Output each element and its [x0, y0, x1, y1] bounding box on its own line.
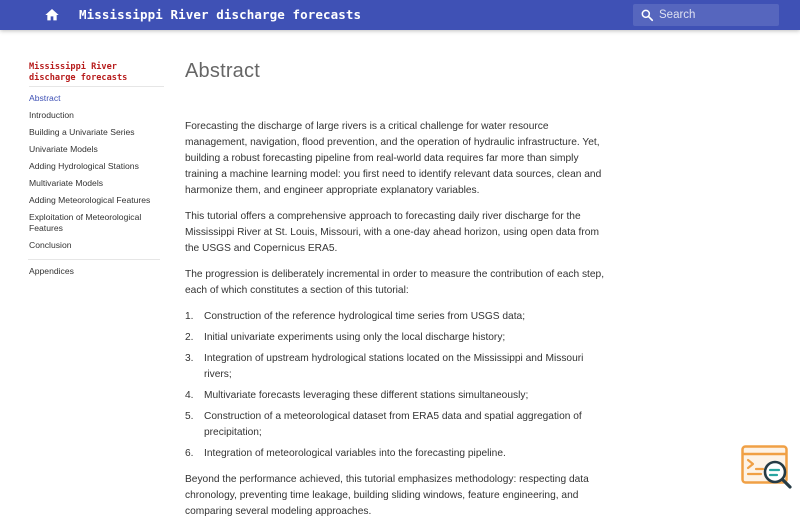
nav-item-adding-meteorological-features[interactable]: Adding Meteorological Features — [29, 195, 151, 205]
list-item-text: Construction of the reference hydrological time series from USGS data; — [204, 311, 526, 322]
nav-item-building-univariate-series[interactable]: Building a Univariate Series — [29, 127, 135, 137]
nav-item-introduction[interactable]: Introduction — [29, 110, 74, 120]
list-item-number: 1. — [185, 311, 194, 322]
list-item-text: Multivariate forecasts leveraging these different stations simultaneously; — [204, 390, 529, 401]
list-item-number: 5. — [185, 411, 194, 422]
list-item — [185, 309, 610, 325]
list-item-number: 4. — [185, 390, 194, 401]
site-title[interactable]: Mississippi River discharge forecasts — [79, 7, 362, 22]
nav-divider — [28, 259, 160, 260]
nav-item-abstract[interactable]: Abstract — [29, 93, 61, 103]
paragraph: Forecasting the discharge of large rivers is a critical challenge for water resource management, navigation, flood prevention, and the operation of hydraulic infrastructure. Yet, building a robust forecasting pipeline from real-world data requires far more than simply training a machine learning model: you first need to identify relevant data sources, clean and harmonize them, and engineer appropriate explanatory variables. — [185, 121, 602, 196]
nav-item-univariate-models[interactable]: Univariate Models — [29, 144, 98, 154]
top-app-bar — [0, 0, 800, 30]
code-search-icon[interactable] — [741, 445, 793, 489]
main-content — [185, 60, 610, 530]
list-item-text: Initial univariate experiments using only the local discharge history; — [204, 332, 506, 343]
list-item — [185, 409, 610, 441]
paragraph: Beyond the performance achieved, this tutorial emphasizes methodology: respecting data chronology, preventing time leakage, building sliding windows, feature engineering, and comparing several modeling approaches. — [185, 474, 589, 517]
search-input[interactable] — [659, 6, 773, 24]
list-item — [185, 446, 610, 462]
list-item-number: 6. — [185, 448, 194, 459]
list-item-number: 2. — [185, 332, 194, 343]
sidebar-title[interactable]: Mississippi River discharge forecasts — [29, 62, 164, 87]
list-item — [185, 351, 610, 383]
nav-item-multivariate-models[interactable]: Multivariate Models — [29, 178, 104, 188]
nav-item-conclusion[interactable]: Conclusion — [29, 240, 72, 250]
search-box[interactable] — [633, 4, 779, 26]
list-item-text: Integration of upstream hydrological stations located on the Mississippi and Missouri rivers; — [204, 353, 584, 380]
nav-item-adding-hydrological-stations[interactable]: Adding Hydrological Stations — [29, 161, 139, 171]
home-icon[interactable] — [44, 7, 60, 23]
list-item — [185, 330, 610, 346]
nav-item-appendices[interactable]: Appendices — [29, 266, 74, 276]
paragraph: This tutorial offers a comprehensive approach to forecasting daily river discharge for the Mississippi River at St. Louis, Missouri, with a one-day ahead horizon, using open data from the USGS and Copernicus ERA5. — [185, 211, 599, 254]
list-item-text: Construction of a meteorological dataset from ERA5 data and spatial aggregation of precipitation; — [204, 411, 582, 438]
search-icon — [640, 8, 654, 22]
list-item-number: 3. — [185, 353, 194, 364]
nav-item-exploitation-meteorological-features[interactable]: Exploitation of Meteorological Features — [29, 212, 142, 233]
list-item — [185, 388, 610, 404]
sidebar-navigation — [28, 62, 164, 280]
steps-list — [185, 309, 610, 462]
list-item-text: Integration of meteorological variables into the forecasting pipeline. — [204, 448, 506, 459]
page-title: Abstract — [185, 60, 260, 82]
nav-list — [28, 90, 164, 254]
paragraph: The progression is deliberately incremental in order to measure the contribution of each step, each of which constitutes a section of this tutorial: — [185, 269, 605, 296]
